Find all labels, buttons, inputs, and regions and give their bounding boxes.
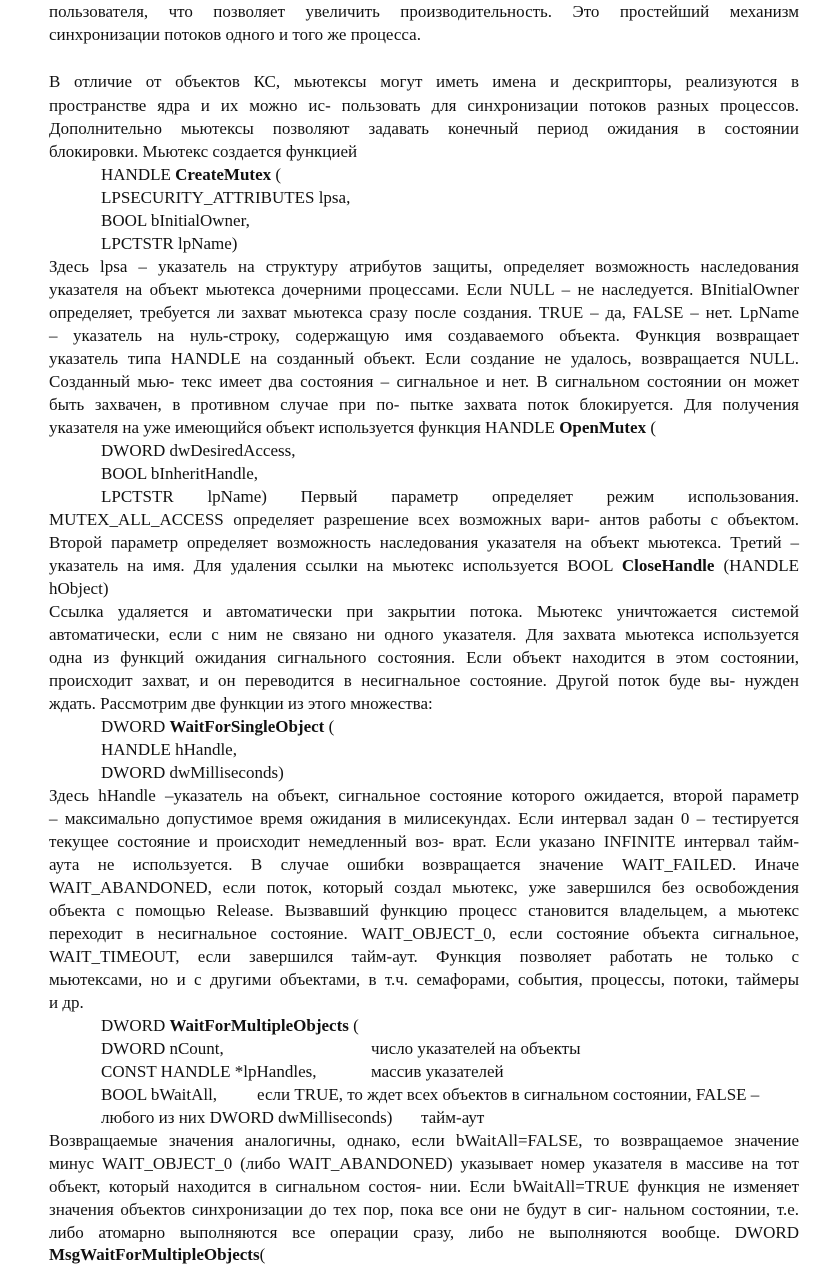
text-line: Ссылка удаляется и автоматически при закрытии потока. Мьютекс уничтожается системой — [49, 602, 799, 621]
text-line: Созданный мью- текс имеет два состояния – сигнальное и нет. В сигнальном состоянии он может — [49, 372, 799, 391]
text-line: Здесь hHandle –указатель на объект, сигнальное состояние которого ожидается, второй параметр — [49, 786, 799, 805]
param-comment: массив указателей — [371, 1062, 504, 1081]
code-line: HANDLE hHandle, — [101, 740, 237, 759]
text-line: – указатель на нуль-строку, содержащую имя создаваемого объекта. Функция возвращает — [49, 326, 799, 345]
text-line: аута не используется. В случае ошибки возвращается значение WAIT_FAILED. Иначе — [49, 855, 799, 874]
text-line: пространстве ядра и их можно ис- пользовать для синхронизации потоков разных процессов. — [49, 96, 799, 115]
param-row — [101, 1060, 799, 1084]
text-line: значения объектов синхронизации до тех пор, пока все они не будут в сиг- нальном состоянии, т.е. — [49, 1200, 799, 1219]
text-line: определяет, требуется ли захват мьютекса сразу после создания. TRUE – да, FALSE – нет. LpName — [49, 303, 799, 322]
text-line: синхронизации потоков одного и того же процесса. — [49, 25, 421, 44]
code-keyword: HANDLE — [101, 165, 176, 184]
code-line: BOOL bInheritHandle, — [101, 464, 259, 483]
text-line: объекта с помощью Release. Вызвавший функцию процесс становится владельцем, а мьютекс — [49, 901, 799, 920]
text-line: Второй параметр определяет возможность наследования указателя на объект мьютекса. Третий – — [49, 533, 799, 552]
text-line: – максимально допустимое время ожидания в милисекундах. Если интервал задан 0 – тестируется — [49, 809, 799, 828]
text-run: ( — [646, 418, 656, 437]
text-line: автоматически, если с ним не связано ни одного указателя. Для захвата мьютекса используется — [49, 625, 799, 644]
param-name: CONST HANDLE *lpHandles, — [101, 1062, 317, 1081]
text-line: WAIT_TIMEOUT, если завершился тайм-аут. Функция позволяет работать не только с — [49, 947, 799, 966]
text-line: Дополнительно мьютексы позволяют задавать конечный период ожидания в состоянии — [49, 119, 799, 138]
code-line-createmutex — [101, 163, 799, 187]
function-name: WaitForSingleObject — [169, 717, 325, 736]
param-comment: если TRUE, то ждет всех объектов в сигнальном состоянии, FALSE – — [257, 1085, 760, 1104]
code-punct: ( — [348, 1016, 359, 1035]
param-name: любого из них DWORD dwMilliseconds) — [101, 1108, 393, 1127]
text-line: указателя на объект мьютекса дочерними процессами. Если NULL – не наследуется. BInitialOwner — [49, 280, 799, 299]
code-punct: ( — [324, 717, 335, 736]
code-line-waitformultipleobjects — [101, 1014, 799, 1038]
code-line: DWORD dwMilliseconds) — [101, 763, 284, 782]
text-line: и др. — [49, 993, 84, 1012]
text-run: указатель на имя. Для удаления ссылки на мьютекс используется BOOL — [49, 556, 622, 575]
code-line: BOOL bInitialOwner, — [101, 211, 250, 230]
text-line — [49, 416, 799, 440]
text-line: В отличие от объектов КС, мьютексы могут иметь имена и дескрипторы, реализуются в — [49, 72, 799, 91]
text-line: ждать. Рассмотрим две функции из этого множества: — [49, 694, 433, 713]
param-comment: тайм-аут — [421, 1108, 485, 1127]
text-line: текущее состояние и происходит немедленный воз- врат. Если указано INFINITE интервал тайм- — [49, 832, 799, 851]
text-line: быть захвачен, в противном случае при по- пытке захвата поток блокируется. Для получения — [49, 395, 799, 414]
code-keyword: DWORD — [101, 1016, 170, 1035]
text-line: происходит захват, и он переводится в несигнальное состояние. Другой поток буде вы- нужден — [49, 671, 799, 690]
text-line: Здесь lpsa – указатель на структуру атрибутов защиты, определяет возможность наследования — [49, 257, 799, 276]
code-line: LPCTSTR lpName) Первый параметр определяет режим использования. — [101, 487, 799, 506]
text-line: либо атомарно выполняются все операции сразу, либо не выполняются вообще. DWORD — [49, 1223, 799, 1242]
text-run: (HANDLE — [714, 556, 799, 575]
code-line: DWORD dwDesiredAccess, — [101, 441, 296, 460]
code-line-waitforsingleobject — [101, 715, 799, 739]
function-name: CloseHandle — [621, 556, 715, 575]
function-name: WaitForMultipleObjects — [169, 1016, 349, 1035]
param-row — [101, 1106, 799, 1130]
param-row — [101, 1083, 799, 1107]
text-line: переходит в несигнальное состояние. WAIT_OBJECT_0, если состояние объекта сигнальное, — [49, 924, 799, 943]
text-line: WAIT_ABANDONED, если поток, который создал мьютекс, уже завершился без освобождения — [49, 878, 799, 897]
text-line: Возвращаемые значения аналогичны, однако, если bWaitAll=FALSE, то возвращаемое значение — [49, 1131, 799, 1150]
text-run: ( — [259, 1245, 266, 1264]
text-line: MUTEX_ALL_ACCESS определяет разрешение всех возможных вари- антов работы с объектом. — [49, 510, 799, 529]
param-row — [101, 1037, 799, 1061]
text-line: пользователя, что позволяет увеличить производительность. Это простейший механизм — [49, 2, 799, 21]
param-comment: число указателей на объекты — [371, 1039, 581, 1058]
code-line: LPSECURITY_ATTRIBUTES lpsa, — [101, 188, 351, 207]
text-line — [49, 1243, 799, 1267]
text-line: указатель типа HANDLE на созданный объект. Если создание не удалось, возвращается NULL. — [49, 349, 799, 368]
text-line: минус WAIT_OBJECT_0 (либо WAIT_ABANDONED) указывает номер указателя в массиве на тот — [49, 1154, 799, 1173]
text-line: блокировки. Мьютекс создается функцией — [49, 142, 358, 161]
function-name: MsgWaitForMultipleObjects — [49, 1245, 260, 1264]
text-line — [49, 554, 799, 578]
function-name: CreateMutex — [175, 165, 272, 184]
function-name: OpenMutex — [559, 418, 647, 437]
text-run: указателя на уже имеющийся объект используется функция HANDLE — [49, 418, 560, 437]
text-line: объект, который находится в сигнальном состоя- нии. Если bWaitAll=TRUE функция не изменяет — [49, 1177, 799, 1196]
text-line: hObject) — [49, 579, 109, 598]
param-name: DWORD nCount, — [101, 1039, 224, 1058]
code-keyword: DWORD — [101, 717, 170, 736]
code-punct: ( — [271, 165, 282, 184]
text-line: одна из функций ожидания сигнального состояния. Если объект находится в этом состоянии, — [49, 648, 799, 667]
code-line: LPCTSTR lpName) — [101, 234, 238, 253]
text-line: мьютексами, но и с другими объектами, в т.ч. семафорами, события, процессы, потоки, таймеры — [49, 970, 799, 989]
param-name: BOOL bWaitAll, — [101, 1085, 218, 1104]
